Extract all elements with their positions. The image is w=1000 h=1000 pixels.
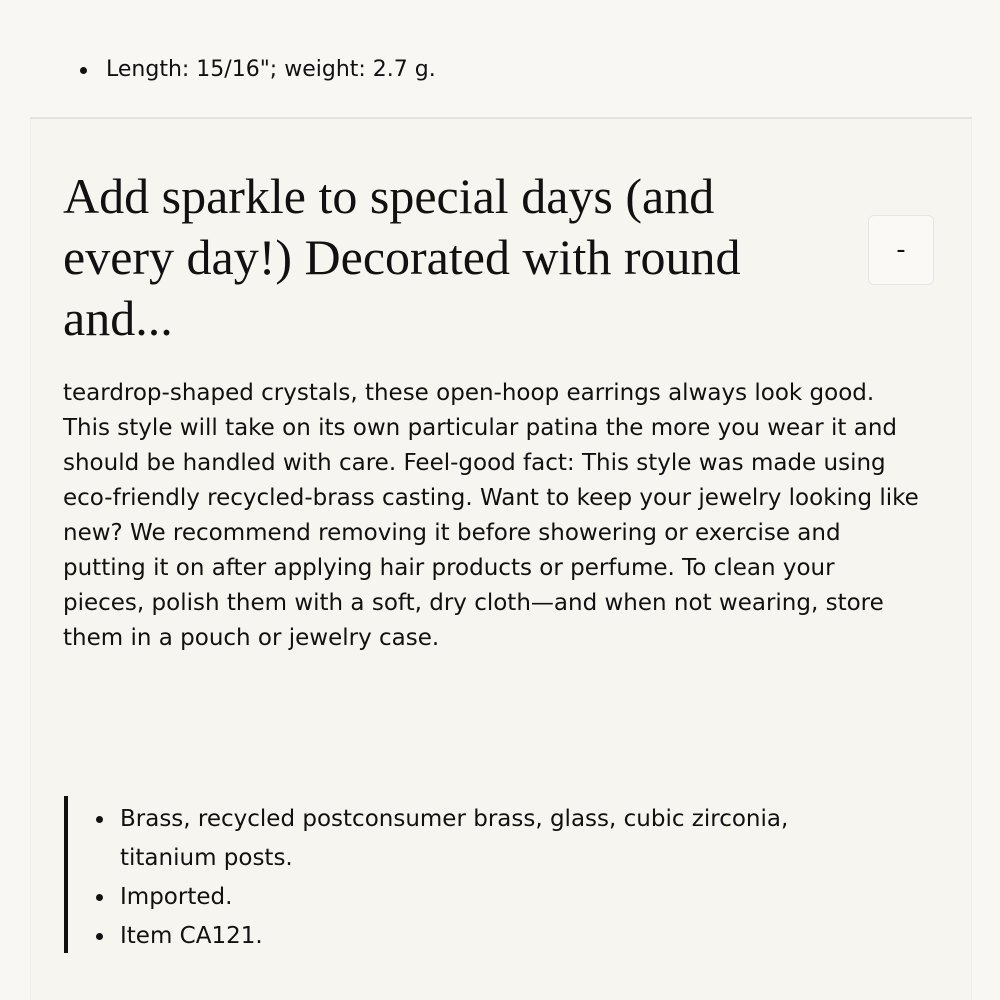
details-list [80, 52, 436, 88]
list-item: Brass, recycled postconsumer brass, glass, cubic zirconia, titanium posts. [96, 800, 856, 878]
specs-block [64, 796, 868, 953]
list-item: Length: 15/16"; weight: 2.7 g. [80, 52, 436, 88]
description-body: teardrop-shaped crystals, these open-hoop earrings always look good. This style will take on its own particular patina the more you wear it and should be handled with care. Feel-good fact: This style was made using eco-friendly recycled-brass casting. Want to keep your jewelry looking like new? We recommend removing it before showering or exercise and putting it on after applying hair products or perfume. To clean your pieces, polish them with a soft, dry cloth—and when not wearing, store them in a pouch or jewelry case. [63, 380, 919, 651]
collapse-toggle-button[interactable]: - [868, 215, 934, 285]
description-heading[interactable]: Add sparkle to special days (and every day!) Decorated with round and... [63, 168, 741, 346]
list-item: Item CA121. [96, 917, 856, 956]
specs-list [96, 800, 856, 956]
list-item: Imported. [96, 878, 856, 917]
